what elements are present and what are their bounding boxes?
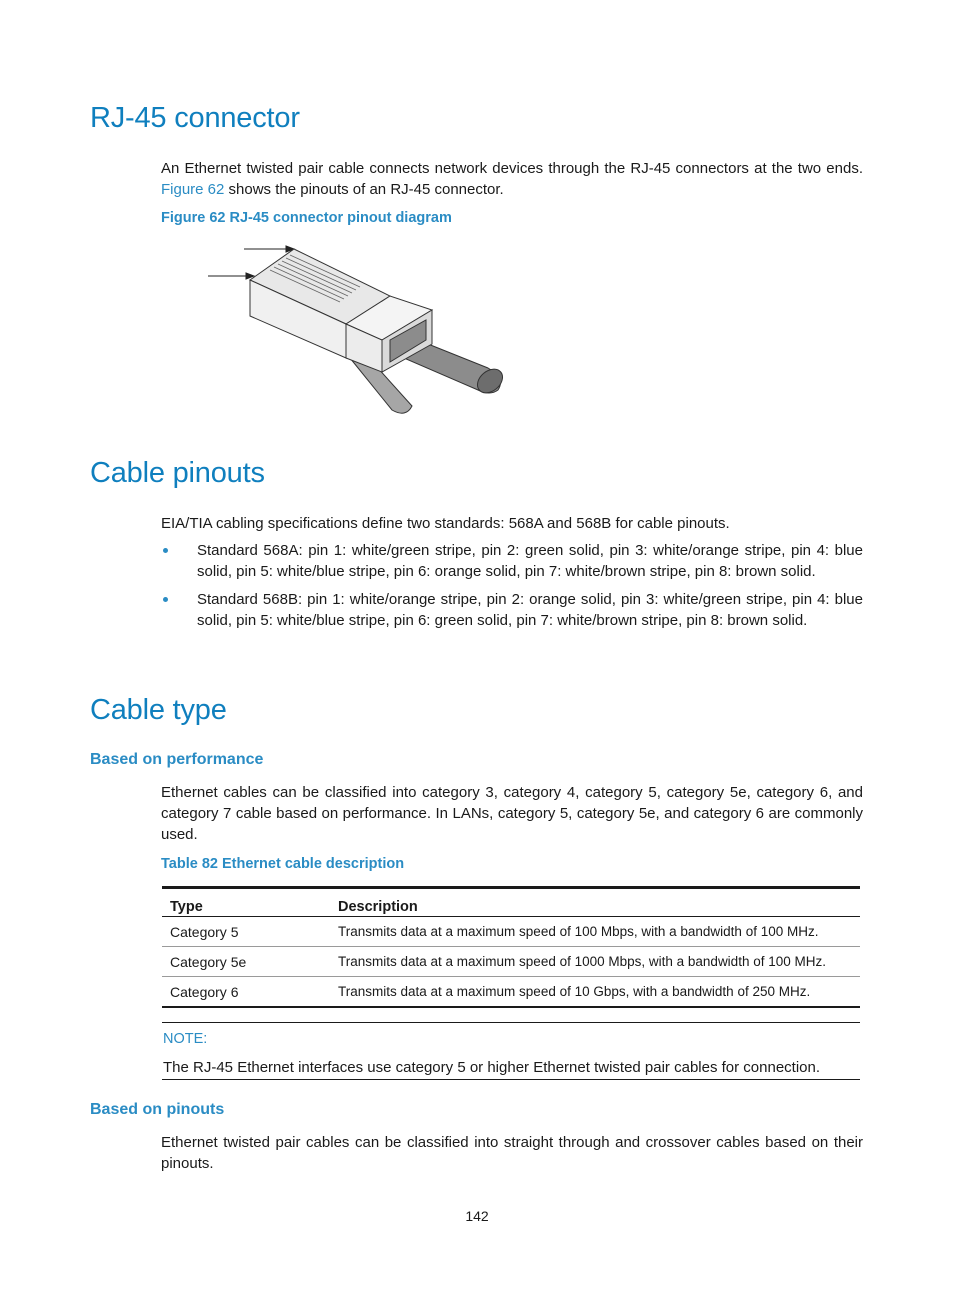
cell-type: Category 6 xyxy=(162,977,330,1008)
column-header-description: Description xyxy=(330,888,860,917)
cell-type: Category 5 xyxy=(162,917,330,947)
heading-based-on-performance: Based on performance xyxy=(90,751,264,768)
rj45-connector-diagram xyxy=(200,240,520,420)
table-row xyxy=(162,947,860,977)
bullet-icon xyxy=(163,548,168,553)
table-caption: Table 82 Ethernet cable description xyxy=(161,856,405,872)
list-item xyxy=(161,540,863,582)
bullet-icon xyxy=(163,597,168,602)
cell-type: Category 5e xyxy=(162,947,330,977)
pinout-standards-list xyxy=(161,540,863,631)
heading-based-on-pinouts: Based on pinouts xyxy=(90,1101,225,1118)
table-row xyxy=(162,977,860,1008)
pinouts-intro: EIA/TIA cabling specifications define two standards: 568A and 568B for cable pinouts. xyxy=(161,515,730,532)
table-header-row xyxy=(162,888,860,917)
column-header-type: Type xyxy=(162,888,330,917)
cell-description: Transmits data at a maximum speed of 10 Gbps, with a bandwidth of 250 MHz. xyxy=(330,977,860,1008)
note-label: NOTE: xyxy=(163,1031,208,1047)
cell-description: Transmits data at a maximum speed of 100 Mbps, with a bandwidth of 100 MHz. xyxy=(330,917,860,947)
table-row xyxy=(162,917,860,947)
section-title-rj45: RJ-45 connector xyxy=(90,102,300,134)
ethernet-cable-table xyxy=(162,886,860,1008)
list-item xyxy=(161,589,863,631)
figure-62-link[interactable]: Figure 62 xyxy=(161,181,225,198)
rj45-paragraph-text-1: An Ethernet twisted pair cable connects network devices through the RJ-45 connectors at the two ends. xyxy=(161,160,863,177)
page-number: 142 xyxy=(465,1208,489,1224)
cell-description: Transmits data at a maximum speed of 1000 Mbps, with a bandwidth of 100 MHz. xyxy=(330,947,860,977)
note-text: The RJ-45 Ethernet interfaces use category 5 or higher Ethernet twisted pair cables for connection. xyxy=(163,1059,821,1076)
standard-568a: Standard 568A: pin 1: white/green stripe, pin 2: green solid, pin 3: white/orange stripe, pin 4: blue solid, pin 5: white/blue stripe, pin 6: orange solid, pin 7: white/brown stripe, pin 8: brown solid. xyxy=(197,542,863,580)
pinouts-based-paragraph: Ethernet twisted pair cables can be classified into straight through and crossover cables based on their pinouts. xyxy=(161,1134,863,1172)
standard-568b: Standard 568B: pin 1: white/orange stripe, pin 2: orange solid, pin 3: white/green stripe, pin 4: blue solid, pin 5: white/blue stripe, pin 6: green solid, pin 7: white/brown stripe, pin 8: brown solid. xyxy=(197,591,863,629)
performance-paragraph: Ethernet cables can be classified into category 3, category 4, category 5, category 5e, category 6, and category 7 cable based on performance. In LANs, category 5, category 5e, and category 6 are commonly used. xyxy=(161,784,863,843)
note-box xyxy=(162,1022,860,1080)
section-title-cable-type: Cable type xyxy=(90,694,227,726)
figure-caption: Figure 62 RJ-45 connector pinout diagram xyxy=(161,210,452,226)
rj45-paragraph-text-2: shows the pinouts of an RJ-45 connector. xyxy=(224,181,504,198)
rj45-paragraph xyxy=(161,158,863,200)
section-title-cable-pinouts: Cable pinouts xyxy=(90,457,265,489)
